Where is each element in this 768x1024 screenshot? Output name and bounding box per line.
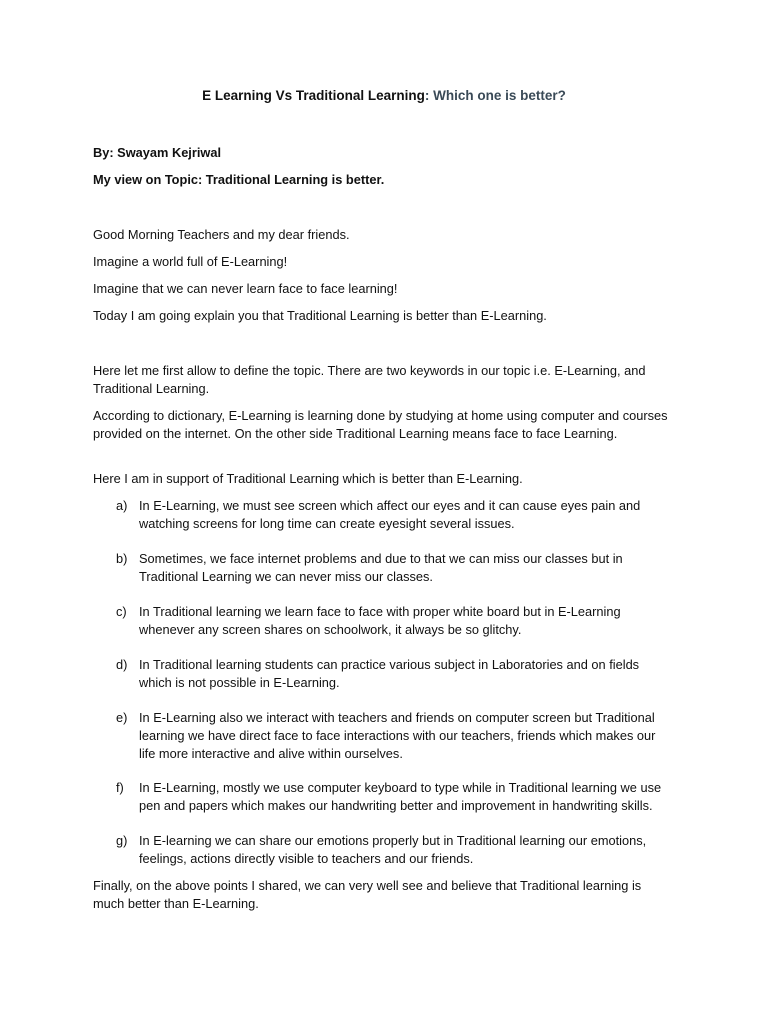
point-text: In Traditional learning students can practice various subject in Laboratories and on fields which is not possible in E-Learning. <box>139 657 640 690</box>
support-line: Here I am in support of Traditional Learning which is better than E-Learning. <box>93 471 523 486</box>
point-text: In E-Learning also we interact with teachers and friends on computer screen but Traditional learning we have direct face to face interactions with our teachers, friends which makes our life more interactive and alive within ourselves. <box>139 710 656 761</box>
point-text: In E-learning we can share our emotions properly but in Traditional learning our emotions, feelings, actions directly visible to teachers and our friends. <box>139 833 647 866</box>
point-text: In Traditional learning we learn face to face with proper white board but in E-Learning whenever any screen shares on schoolwork, it always be so glitchy. <box>139 604 621 637</box>
title-main: E Learning Vs Traditional Learning <box>202 88 425 103</box>
intro-line-3: Today I am going explain you that Traditional Learning is better than E-Learning. <box>93 308 547 323</box>
point-text: In E-Learning, we must see screen which affect our eyes and it can cause eyes pain and watching screens for long time can create eyesight several issues. <box>139 498 641 531</box>
dictionary-paragraph: According to dictionary, E-Learning is learning done by studying at home using computer and courses provided on the internet. On the other side Traditional Learning means face to face Learning. <box>93 408 668 441</box>
author-line: By: Swayam Kejriwal <box>93 145 222 160</box>
definition-paragraph: Here let me first allow to define the topic. There are two keywords in our topic i.e. E-Learning, and Traditional Learning. <box>93 363 646 396</box>
point-marker: c) <box>116 604 127 619</box>
conclusion-paragraph: Finally, on the above points I shared, we can very well see and believe that Traditional learning is much better than E-Learning. <box>93 878 642 911</box>
point-text: Sometimes, we face internet problems and due to that we can miss our classes but in Traditional Learning we can never miss our classes. <box>139 551 623 584</box>
point-text: In E-Learning, mostly we use computer keyboard to type while in Traditional learning we use pen and papers which makes our handwriting better and improvement in handwriting skills. <box>139 780 662 813</box>
point-marker: b) <box>116 551 128 566</box>
greeting-line: Good Morning Teachers and my dear friends. <box>93 227 350 242</box>
point-marker: d) <box>116 657 128 672</box>
point-marker: a) <box>116 498 128 513</box>
view-line: My view on Topic: Traditional Learning is better. <box>93 172 385 187</box>
title-subtitle: : Which one is better? <box>424 88 566 103</box>
intro-line-2: Imagine that we can never learn face to face learning! <box>93 281 398 296</box>
document-title <box>0 88 768 103</box>
point-marker: g) <box>116 833 128 848</box>
intro-line-1: Imagine a world full of E-Learning! <box>93 254 288 269</box>
point-marker: e) <box>116 710 128 725</box>
point-marker: f) <box>116 780 124 795</box>
